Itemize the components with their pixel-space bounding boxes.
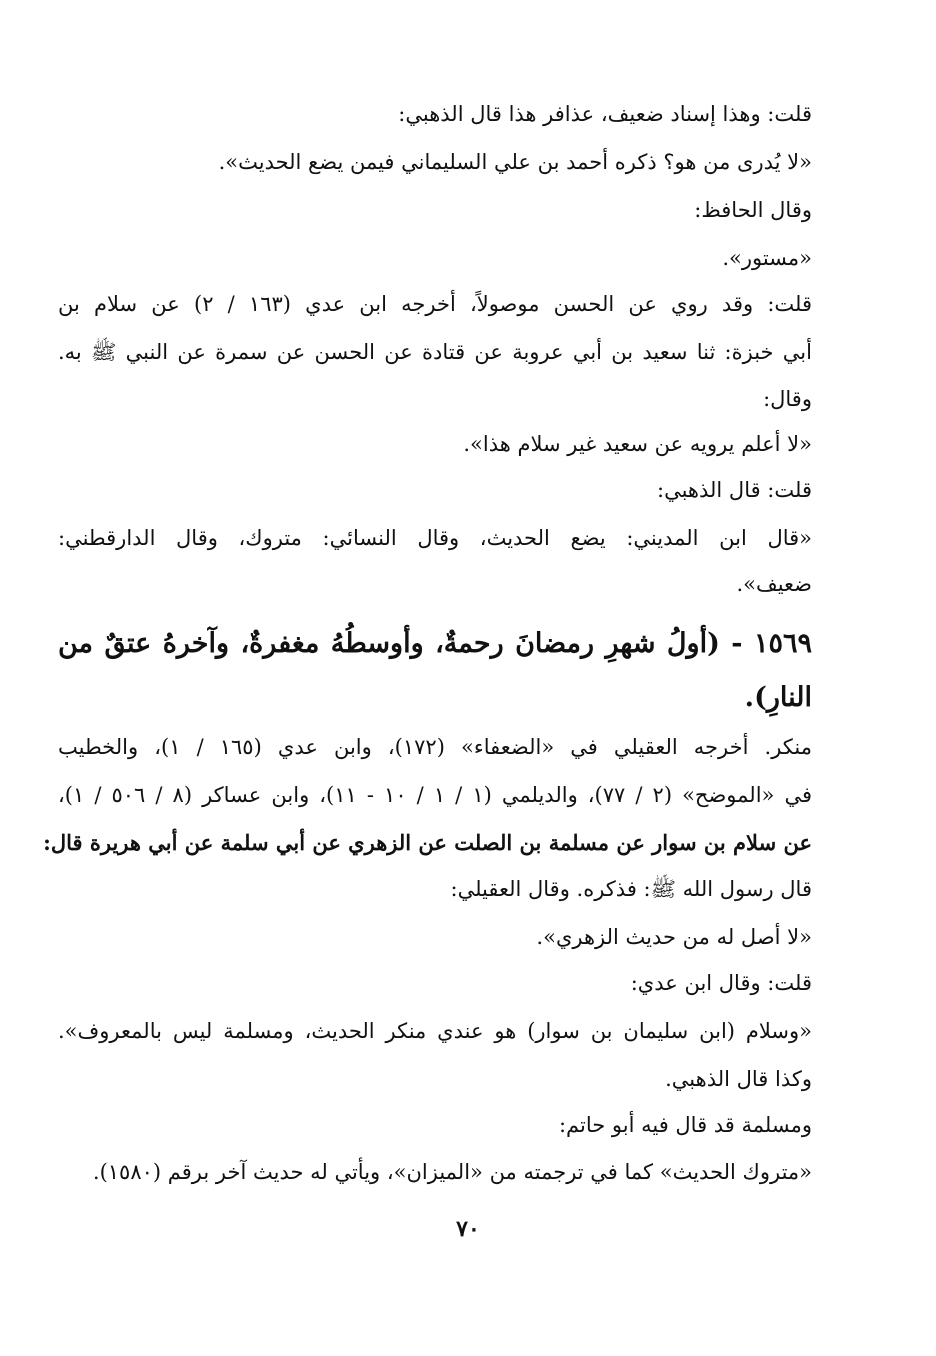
text-line-19: قلت: وقال ابن عدي:	[630, 971, 812, 995]
hadith-heading-line-1: ١٥٦٩ - (أولُ شهرِ رمضانَ رحمةٌ، وأوسطُهُ مغفرةٌ، وآخرهُ عتقٌ من	[58, 628, 812, 659]
text-line-20: «وسلام (ابن سليمان بن سوار) هو عندي منكر الحديث، ومسلمة ليس بالمعروف».	[58, 1019, 812, 1043]
text-line-6: أبي خبزة: ثنا سعيد بن أبي عروبة عن قتادة عن الحسن عن سمرة عن النبي ﷺ به.	[58, 340, 812, 364]
text-line-22: ومسلمة قد قال فيه أبو حاتم:	[558, 1113, 812, 1137]
text-line-7: وقال:	[763, 387, 812, 411]
text-line-1: قلت: وهذا إسناد ضعيف، عذافر هذا قال الذهبي:	[398, 102, 812, 126]
text-line-4: «مستور».	[722, 246, 812, 270]
text-line-15: في «الموضح» (٢ / ٧٧)، والديلمي (١ / ١ / ١٠ - ١١)، وابن عساكر (٨ / ٥٠٦ / ١)،	[58, 783, 812, 807]
text-line-10: «قال ابن المديني: يضع الحديث، وقال النسائي: متروك، وقال الدارقطني:	[58, 526, 812, 550]
text-line-5: قلت: وقد روي عن الحسن موصولاً، أخرجه ابن عدي (١٦٣ / ٢) عن سلام بن	[58, 292, 812, 316]
text-line-17: قال رسول الله ﷺ: فذكره. وقال العقيلي:	[450, 877, 812, 901]
text-line-3: وقال الحافظ:	[694, 198, 812, 222]
text-line-11: ضعيف».	[736, 572, 812, 596]
text-line-9: قلت: قال الذهبي:	[657, 478, 812, 502]
hadith-heading-line-2: النارِ).	[744, 682, 812, 713]
text-line-18: «لا أصل له من حديث الزهري».	[536, 925, 812, 949]
text-line-21: وكذا قال الذهبي.	[665, 1067, 812, 1091]
text-line-14: منكر. أخرجه العقيلي في «الضعفاء» (١٧٢)، وابن عدي (١٦٥ / ١)، والخطيب	[58, 735, 812, 759]
page-number: ٧٠	[456, 1216, 480, 1242]
document-page	[43, 0, 812, 1356]
text-line-16: عن سلام بن سوار عن مسلمة بن الصلت عن الزهري عن أبي سلمة عن أبي هريرة قال:	[43, 830, 812, 855]
text-line-8: «لا أعلم يرويه عن سعيد غير سلام هذا».	[463, 432, 812, 456]
text-line-23: «متروك الحديث» كما في ترجمته من «الميزان»، ويأتي له حديث آخر برقم (١٥٨٠).	[92, 1160, 812, 1184]
text-line-2: «لا يُدرى من هو؟ ذكره أحمد بن علي السليماني فيمن يضع الحديث».	[218, 150, 812, 174]
